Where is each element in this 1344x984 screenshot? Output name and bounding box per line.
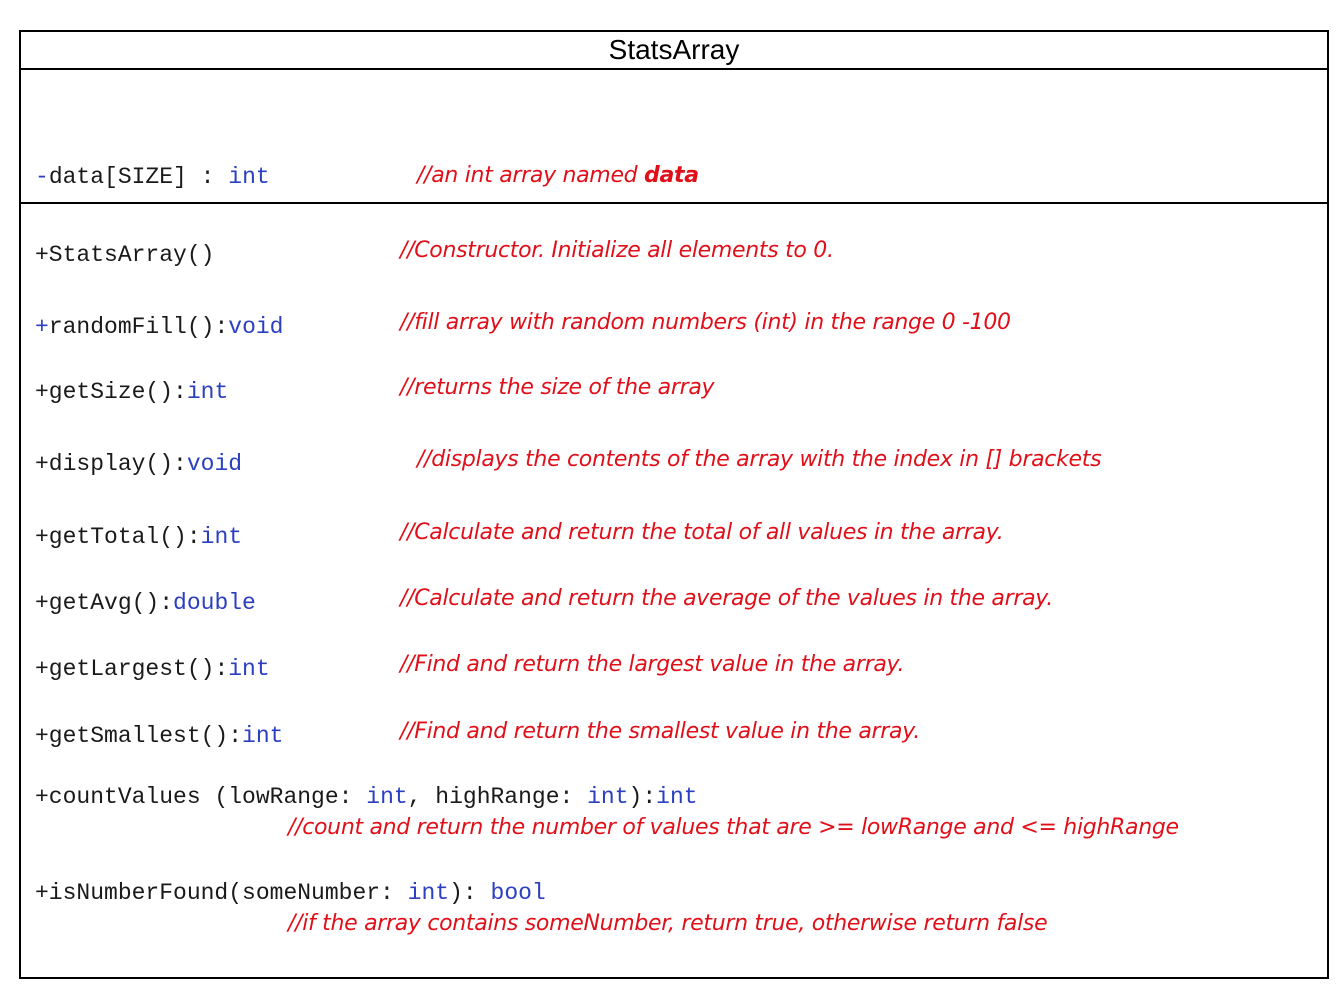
method-return-type: int xyxy=(656,784,698,810)
method-name: +getTotal() xyxy=(35,524,187,550)
method-comment: //Calculate and return the total of all values in the array. xyxy=(400,520,1004,545)
method-signature-isnumberfound xyxy=(35,880,546,906)
method-comment: //if the array contains someNumber, return true, otherwise return false xyxy=(288,911,1048,936)
method-comment: //count and return the number of values that are >= lowRange and <= highRange xyxy=(288,815,1179,840)
attribute-comment xyxy=(417,163,699,188)
method-comment: //Calculate and return the average of the values in the array. xyxy=(400,586,1053,611)
method-return-separator: : xyxy=(228,723,243,749)
attribute-visibility: - xyxy=(35,164,49,190)
method-name: +getLargest() xyxy=(35,656,215,682)
method-return-separator: : xyxy=(214,314,229,340)
method-return-type: int xyxy=(186,379,229,405)
method-name: +getAvg() xyxy=(35,590,160,616)
method-return-separator: : xyxy=(159,590,174,616)
method-comment: //Find and return the smallest value in the array. xyxy=(400,719,920,744)
method-return-separator: : xyxy=(173,379,187,405)
method-signature xyxy=(35,379,228,405)
method-comment: //Find and return the largest value in the array. xyxy=(400,652,905,677)
attribute-separator: : xyxy=(186,164,229,190)
method-signature xyxy=(35,590,256,616)
attribute-name: data[SIZE] xyxy=(48,164,187,190)
method-name: +display() xyxy=(35,451,174,477)
param-type: int xyxy=(366,784,408,810)
attribute-comment-bold: data xyxy=(644,163,699,188)
method-return-separator: : xyxy=(173,451,187,477)
method-name: +getSmallest() xyxy=(35,723,229,749)
attributes-section xyxy=(21,70,1327,204)
attribute-data xyxy=(35,164,270,190)
method-name: +StatsArray() xyxy=(35,242,215,268)
param-name: , highRange: xyxy=(407,784,588,810)
uml-class-box xyxy=(19,30,1329,979)
param-type: int xyxy=(587,784,629,810)
method-signature xyxy=(35,242,214,268)
method-name: +countValues (lowRange: xyxy=(35,784,367,810)
method-comment: //Constructor. Initialize all elements to 0. xyxy=(400,238,834,263)
method-return-separator: : xyxy=(214,656,229,682)
method-return-type: double xyxy=(173,590,256,616)
method-return-type: int xyxy=(228,656,270,682)
method-signature-countvalues xyxy=(35,784,698,810)
method-name: randomFill() xyxy=(48,314,215,340)
param-type: int xyxy=(407,880,450,906)
method-signature xyxy=(35,723,283,749)
method-signature xyxy=(35,656,270,682)
method-return-type: int xyxy=(200,524,243,550)
class-name: StatsArray xyxy=(21,32,1327,70)
method-signature xyxy=(35,314,283,340)
method-signature xyxy=(35,451,242,477)
method-return-separator: ): xyxy=(449,880,491,906)
method-comment: //returns the size of the array xyxy=(400,375,715,400)
attribute-type: int xyxy=(228,164,270,190)
method-name: +getSize() xyxy=(35,379,174,405)
method-return-separator: : xyxy=(186,524,201,550)
method-return-type: void xyxy=(186,451,243,477)
method-return-type: bool xyxy=(490,880,546,906)
method-return-type: void xyxy=(228,314,284,340)
method-signature xyxy=(35,524,242,550)
method-comment: //fill array with random numbers (int) in the range 0 -100 xyxy=(400,310,1011,335)
method-return-type: int xyxy=(242,723,284,749)
attribute-comment-text: //an int array named xyxy=(417,163,645,188)
method-name: +isNumberFound(someNumber: xyxy=(35,880,408,906)
method-comment: //displays the contents of the array with the index in [] brackets xyxy=(417,447,1102,472)
method-return-separator: ): xyxy=(628,784,657,810)
method-visibility: + xyxy=(35,314,49,340)
